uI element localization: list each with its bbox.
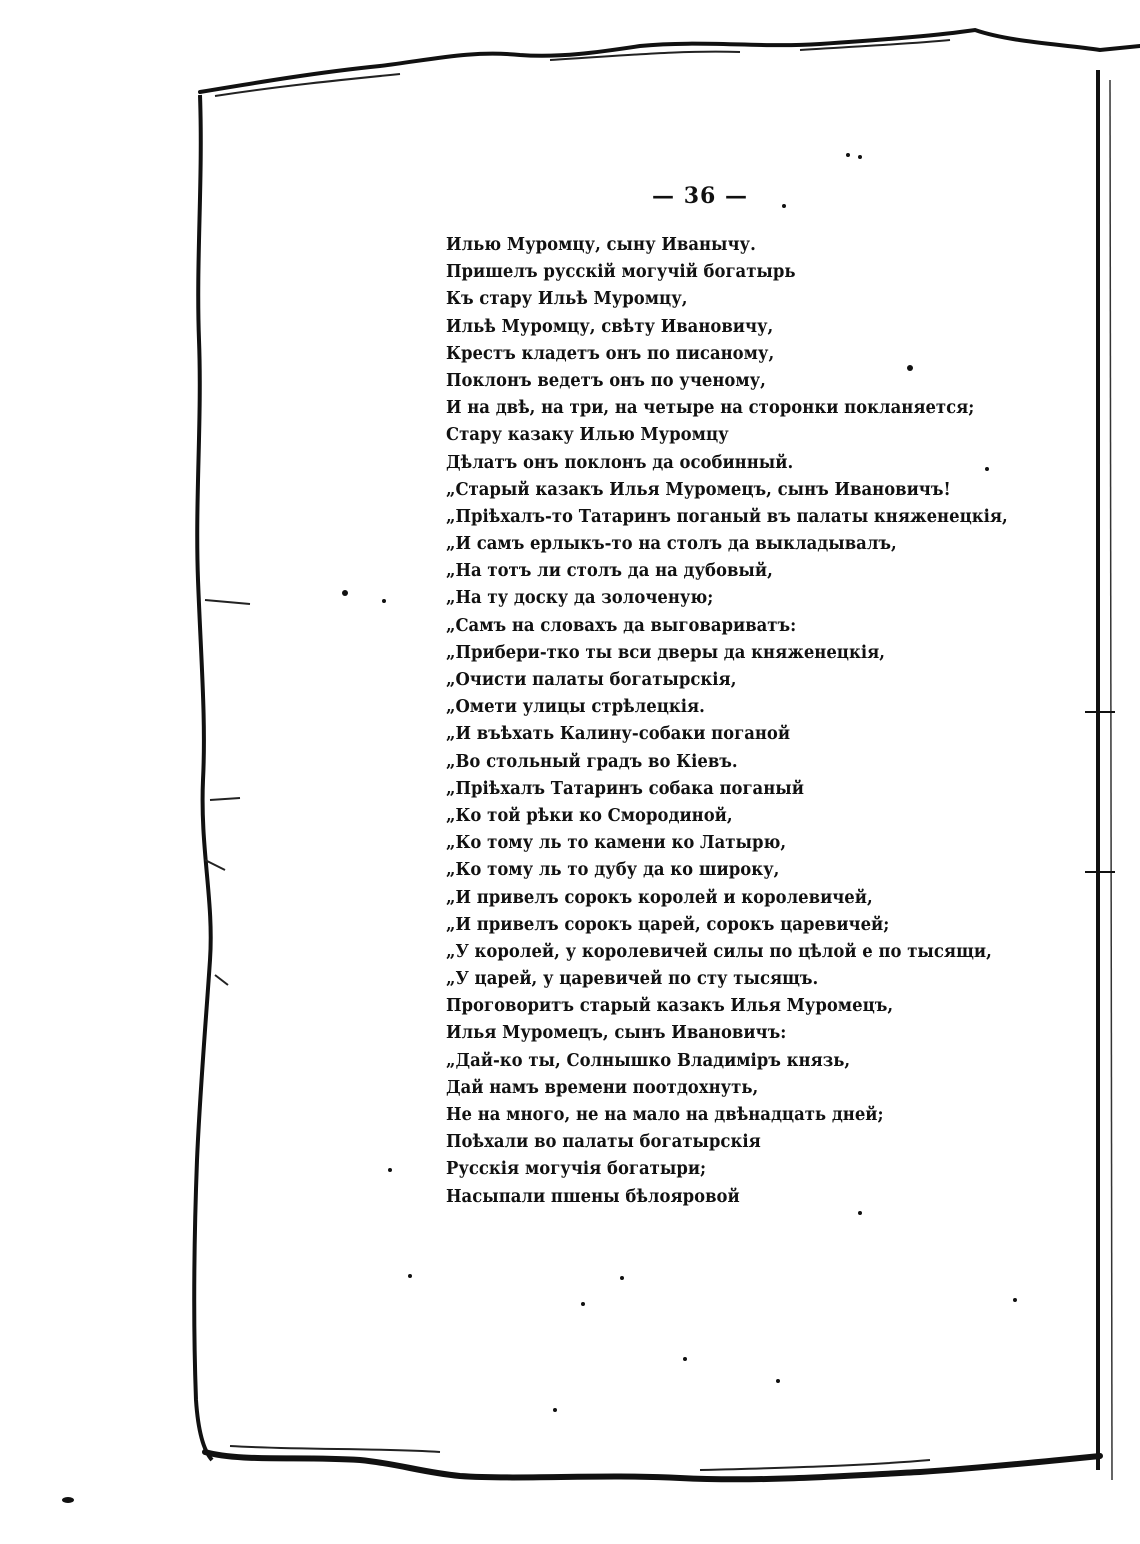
page-number: — 36 — [652,183,748,209]
text-line: „Дай-ко ты, Солнышко Владиміръ князь, [446,1050,851,1071]
text-line: „Ко тому ль то дубу да ко широку, [446,860,780,881]
text-line: Дѣлатъ онъ поклонъ да особинный. [446,452,794,473]
text-line: Крестъ кладетъ онъ по писаному, [446,343,775,364]
text-line: „И привелъ сорокъ королей и королевичей, [446,887,873,908]
text-line: Русскія могучія богатыри; [446,1159,707,1180]
text-line: Насыпали пшены бѣлояровой [446,1186,740,1207]
text-line: Ильѣ Муромцу, свѣту Ивановичу, [446,316,774,337]
text-line: „Пріѣхалъ-то Татаринъ поганый въ палаты княженецкія, [446,506,1008,527]
text-line: Не на много, не на мало на двѣнадцать дней; [446,1105,884,1125]
text-line: „Самъ на словахъ да выговариватъ: [446,615,797,636]
text-line: „Ко той рѣки ко Смородиной, [446,805,733,826]
text-line: „Омети улицы стрѣлецкія. [446,697,705,718]
text-line: Къ стару Ильѣ Муромцу, [446,289,688,310]
text-line: „На тотъ ли столъ да на дубовый, [446,561,773,582]
text-line: Стару казаку Илью Муромцу [446,425,729,446]
poem-text [446,232,1046,1211]
text-line: „У царей, у царевичей по сту тысящъ. [446,969,819,990]
text-line: Илья Муромецъ, сынъ Ивановичъ: [446,1023,787,1044]
text-line: „У королей, у королевичей силы по цѣлой е по тысящи, [446,941,992,962]
text-line: „И привелъ сорокъ царей, сорокъ царевичей; [446,914,890,935]
text-line: Поклонъ ведетъ онъ по ученому, [446,370,766,391]
text-line: „Старый казакъ Илья Муромецъ, сынъ Ивановичъ! [446,479,951,500]
text-line: „И самъ ерлыкъ-то на столъ да выкладывалъ, [446,534,897,555]
text-line: „И въѣхать Калину-собаки поганой [446,724,791,745]
text-line: „Во стольный градъ во Кіевъ. [446,751,738,772]
text-line: „Пріѣхалъ Татаринъ собака поганый [446,778,804,799]
text-line: И на двѣ, на три, на четыре на сторонки покланяется; [446,398,975,419]
text-line: „Ко тому ль то камени ко Латырю, [446,833,787,854]
text-line: „На ту доску да золоченую; [446,588,714,609]
text-line: „Прибери-тко ты вси дверы да княженецкія, [446,642,885,663]
text-line: Дай намъ времени поотдохнуть, [446,1077,759,1098]
text-line: „Очисти палаты богатырскія, [446,670,737,690]
text-line: Поѣхали во палаты богатырскія [446,1132,761,1153]
text-line: Проговоритъ старый казакъ Илья Муромецъ, [446,996,894,1017]
text-line: Илью Муромцу, сыну Иванычу. [446,235,756,255]
text-line: Пришелъ русскій могучій богатырь [446,262,796,283]
